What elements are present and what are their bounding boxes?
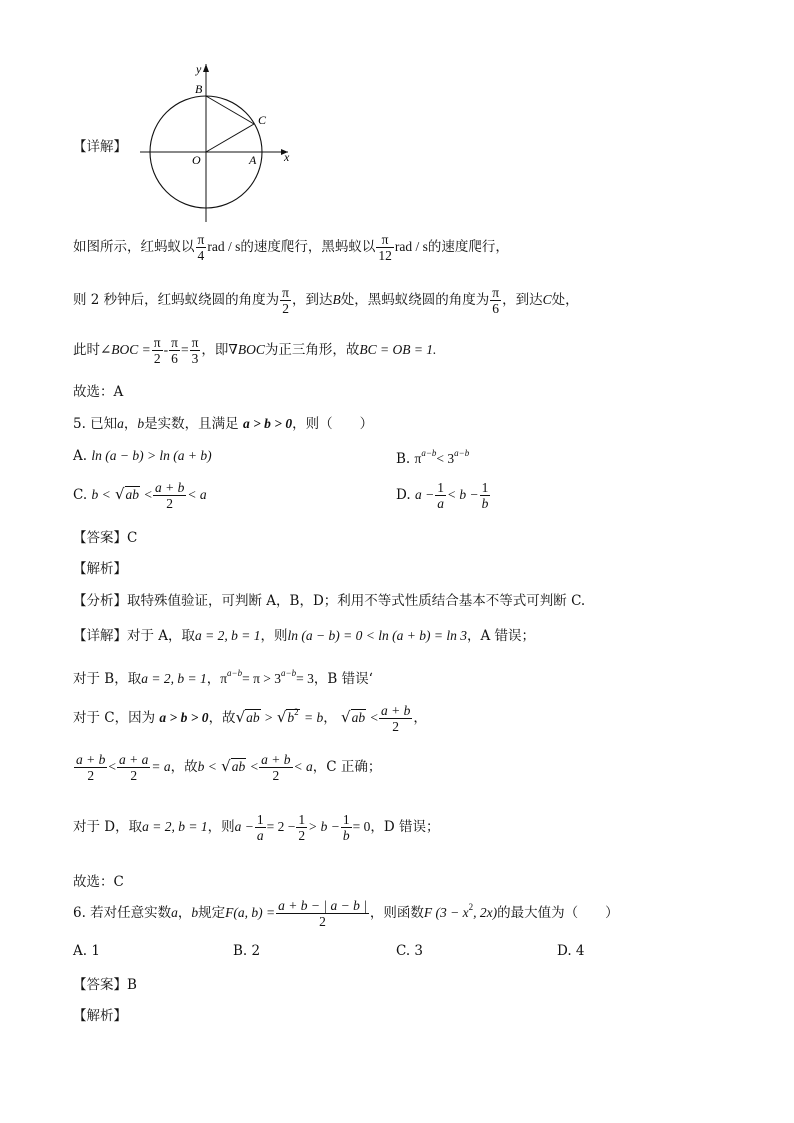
q5-detail-b: 对于 B，取a = 2, b = 1，$\pi^{a-b}= \pi > 3^{a-b}= 3$，B 错误‘ bbox=[73, 668, 373, 687]
label-c: C bbox=[258, 113, 267, 127]
q5-stem: 5. 已知a，b是实数，且满足 a > b > 0，则（ ） bbox=[73, 416, 374, 432]
q5-option-b: B. $\pi^{a-b}< 3^{a-b}$ bbox=[396, 448, 470, 467]
label-b: B bbox=[195, 82, 203, 96]
q5-detail-d: 对于 D，取a = 2, b = 1，则a − $\frac{1}{a}$ = 2 − $\frac{1}{2}$ > b − $\frac{1}{b}$ = 0，D 错误； bbox=[73, 812, 440, 843]
detail-heading: 【详解】 bbox=[73, 139, 127, 155]
q5-detail-c1: 对于 C，因为 a > b > 0，故$√ab > √b^2 = b$， √ab < $\frac{a + b}{2}$ ， bbox=[73, 703, 427, 734]
circle-diagram bbox=[140, 60, 300, 230]
segment-bc bbox=[206, 96, 254, 124]
q5-fenxi: 【分析】取特殊值验证，可判断 A，B，D；利用不等式性质结合基本不等式可判断 C. bbox=[73, 593, 586, 609]
q5-analysis-heading: 【解析】 bbox=[73, 561, 127, 577]
q5-choice: 故选：C bbox=[73, 874, 124, 890]
q6-option-b: B. 2 bbox=[233, 943, 261, 959]
q6-analysis-heading: 【解析】 bbox=[73, 1008, 127, 1024]
label-a: A bbox=[249, 153, 257, 167]
q5-option-a: A. ln (a − b) > ln (a + b) bbox=[73, 448, 212, 464]
q5-option-c: C. b < √ab < $\frac{a + b}{2}$ < a bbox=[73, 480, 207, 511]
q6-option-a: A. 1 bbox=[73, 943, 100, 959]
sol4-line1: 如图所示，红蚂蚁以 $\frac{\pi}{4}$ rad / s的速度爬行，黑蚂蚁以 $\frac{\pi}{12}$ rad / s的速度爬行， bbox=[73, 232, 509, 263]
q6-answer: 【答案】B bbox=[73, 977, 137, 993]
q5-option-d: D. a − $\frac{1}{a}$ < b − $\frac{1}{b}$ bbox=[396, 480, 489, 511]
sol4-choice: 故选：A bbox=[73, 384, 124, 400]
q6-option-d: D. 4 bbox=[557, 943, 585, 959]
q6-stem: 6. 若对任意实数a，b规定F(a, b) = $\frac{a + b - | a - b |}{2}$ ，则函数F ($3 - x^2$, 2x)的最大值为（ ） bbox=[73, 898, 619, 929]
q5-detail-a: 【详解】对于 A，取a = 2, b = 1，则ln (a − b) = 0 < ln (a + b) = ln 3，A 错误； bbox=[73, 628, 535, 644]
label-x: x bbox=[284, 150, 290, 164]
sol4-line2: 则 2 秒钟后，红蚂蚁绕圆的角度为 $\frac{\pi}{2}$ ，到达B处，黑蚂蚁绕圆的角度为 $\frac{\pi}{6}$ ，到达C处， bbox=[73, 285, 579, 316]
q5-answer: 【答案】C bbox=[73, 530, 138, 546]
sol4-line3: 此时∠BOC = $\frac{\pi}{2}$ - $\frac{\pi}{6}$ = $\frac{\pi}{3}$ ，即∇BOC为正三角形，故BC = OB = 1. bbox=[73, 335, 437, 366]
label-o: O bbox=[192, 153, 201, 167]
segment-oc bbox=[206, 124, 254, 152]
label-y: y bbox=[196, 62, 202, 76]
y-axis-arrow bbox=[203, 64, 209, 72]
q6-option-c: C. 3 bbox=[396, 943, 424, 959]
q5-detail-c2: $\frac{a + b}{2}$ < $\frac{a + a}{2}$ = a，故b < √ab < $\frac{a + b}{2}$ < a，C 正确； bbox=[76, 752, 382, 783]
